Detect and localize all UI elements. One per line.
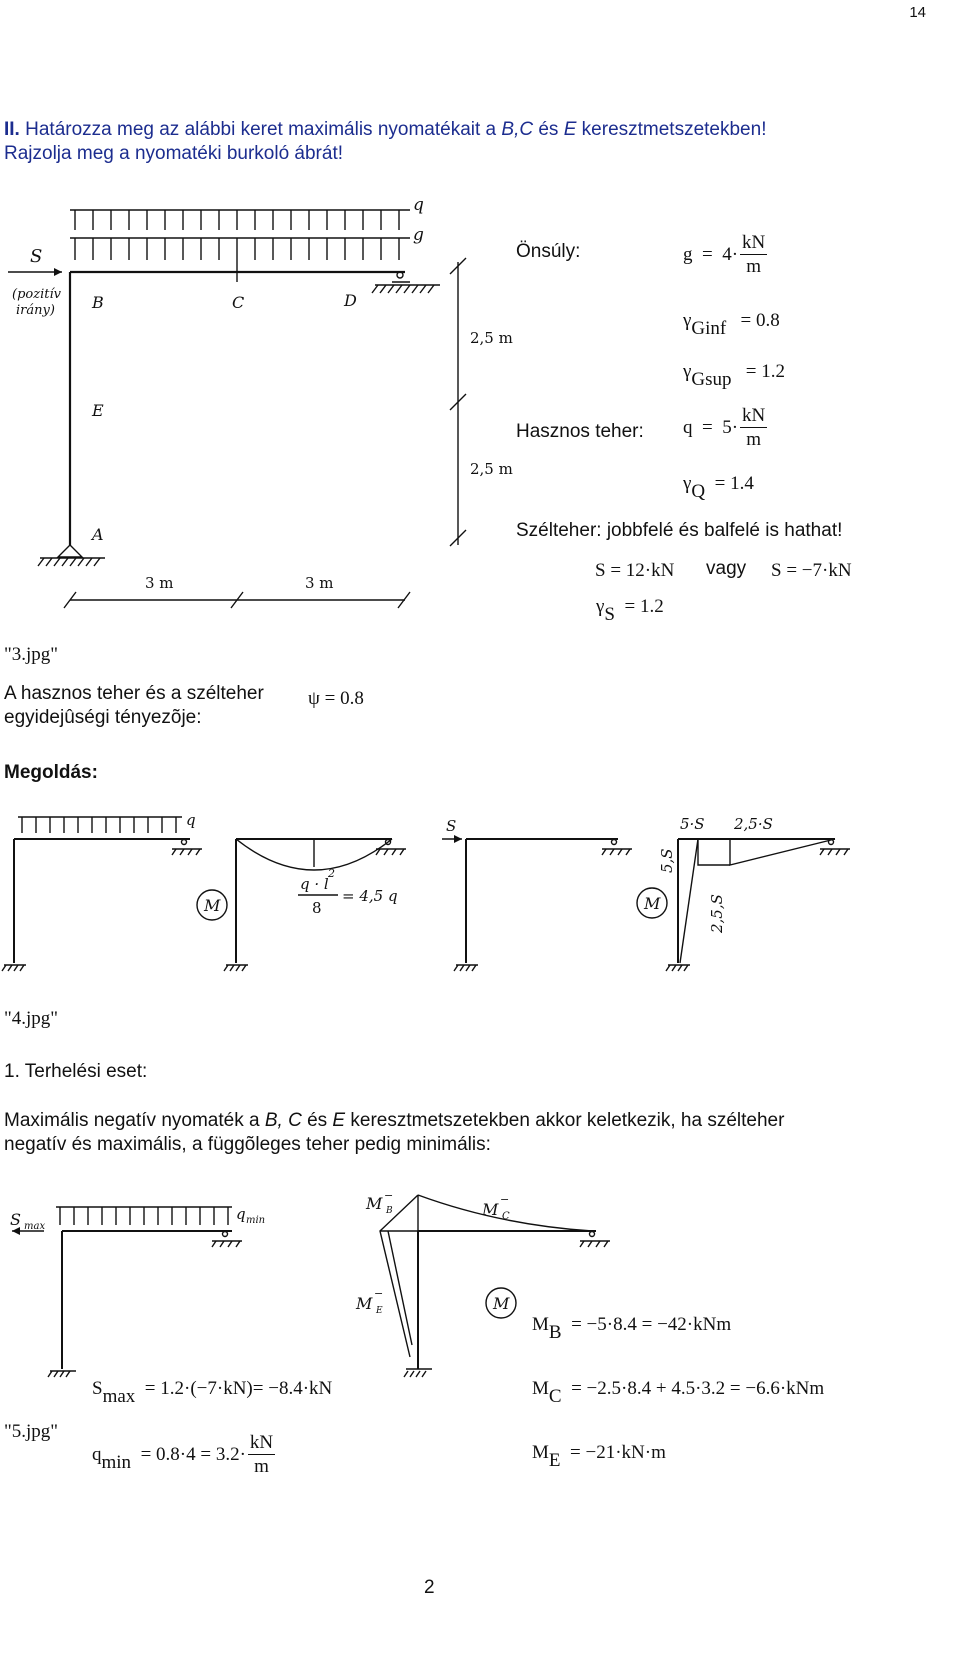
g-lhs: g bbox=[683, 243, 693, 265]
task-text-c: és bbox=[533, 119, 564, 140]
ginf-eq: = bbox=[740, 310, 752, 331]
fig4-25S-vertical: 2,5,S bbox=[708, 894, 726, 933]
wind-text: Szélteher: jobbfelé és balfelé is hathat! bbox=[516, 520, 843, 541]
gamma-gsup: γ bbox=[683, 361, 692, 382]
fig5-mc-minus: − bbox=[500, 1193, 510, 1206]
fig4-M2: M bbox=[644, 894, 661, 913]
task-text-a: Határozza meg az alábbi keret maximális nyomatékait a bbox=[25, 119, 502, 140]
fig4-5S: 5·S bbox=[680, 815, 705, 833]
task-text-d: E bbox=[563, 119, 577, 140]
label-C: C bbox=[232, 293, 245, 312]
para-t3: és bbox=[301, 1110, 333, 1131]
me-sub: E bbox=[548, 1450, 561, 1471]
g-unit-den: m bbox=[746, 256, 762, 277]
fig4-25S: 2,5·S bbox=[734, 815, 773, 833]
fig5-mc-sub: C bbox=[502, 1211, 510, 1222]
psi-formula: ψ = 0.8 bbox=[308, 688, 364, 709]
me-lhs: M bbox=[532, 1442, 549, 1463]
mc-sub: C bbox=[548, 1386, 562, 1407]
smax-sub: max bbox=[102, 1386, 136, 1407]
smax-rhs: = 1.2·(−7·kN)= −8.4·kN bbox=[144, 1378, 333, 1399]
result-smax bbox=[92, 1378, 333, 1407]
vagy: vagy bbox=[706, 558, 747, 579]
fig5-smax-sub: max bbox=[24, 1221, 46, 1232]
fig5-mc: M bbox=[482, 1200, 499, 1219]
figure-5 bbox=[0, 1185, 960, 1385]
fig5-mb: M bbox=[366, 1194, 383, 1213]
mc-rhs: = −2.5·8.4 + 4.5·3.2 = −6.6·kNm bbox=[571, 1378, 825, 1399]
gs-val: 1.2 bbox=[639, 596, 664, 617]
para-t4: E bbox=[332, 1110, 346, 1131]
page-number-top: 14 bbox=[909, 4, 926, 21]
g-val: 4· bbox=[722, 243, 739, 265]
g-unit-num: kN bbox=[742, 232, 766, 253]
caption-5: "5.jpg" bbox=[4, 1421, 59, 1442]
qmin-lhs: q bbox=[92, 1443, 102, 1465]
dim-h1: 3 m bbox=[145, 574, 174, 592]
task-label: II. bbox=[4, 119, 20, 140]
label-g: g bbox=[413, 225, 424, 245]
dim-v2: 2,5 m bbox=[470, 460, 513, 478]
gamma-q: γ bbox=[683, 473, 692, 494]
gs-sub: S bbox=[604, 604, 615, 625]
fig4-ql2: q · l bbox=[300, 875, 329, 893]
label-pos-dir-2: irány) bbox=[16, 303, 55, 318]
label-A: A bbox=[92, 525, 104, 544]
qmin-unit-num: kN bbox=[249, 1432, 274, 1453]
onsuly-label: Önsúly: bbox=[516, 241, 581, 262]
qmin-unit-den: m bbox=[254, 1456, 269, 1477]
result-mb bbox=[532, 1314, 732, 1343]
q-eq: = bbox=[702, 416, 713, 438]
q-unit-num: kN bbox=[742, 405, 766, 426]
hasznos-label: Hasznos teher: bbox=[516, 421, 644, 442]
ginf-val: 0.8 bbox=[755, 310, 780, 331]
mb-lhs: M bbox=[532, 1314, 549, 1335]
gs-formula bbox=[596, 596, 664, 625]
qmin-sub: min bbox=[101, 1451, 132, 1473]
g-formula bbox=[683, 232, 767, 279]
label-E: E bbox=[92, 401, 104, 420]
fig5-qmin-sub: min bbox=[246, 1215, 266, 1226]
gq-eq: = bbox=[714, 473, 726, 494]
gsup-formula bbox=[683, 361, 785, 390]
gamma-ginf: γ bbox=[683, 310, 692, 331]
q-load-arrows bbox=[75, 210, 399, 230]
smax-lhs: S bbox=[92, 1378, 103, 1399]
mc-lhs: M bbox=[532, 1378, 549, 1399]
fig4-q: q bbox=[186, 811, 196, 829]
fig5-me-sub: E bbox=[376, 1306, 383, 1316]
task-statement bbox=[4, 119, 766, 141]
frame-figure bbox=[0, 190, 513, 640]
q-val: 5· bbox=[722, 416, 739, 438]
fig5-mb-sub: B bbox=[386, 1206, 393, 1216]
fig4-eight: 8 bbox=[312, 899, 322, 917]
caption-4: "4.jpg" bbox=[4, 1008, 59, 1029]
q-formula bbox=[683, 405, 767, 452]
mb-rhs: = −5·8.4 = −42·kNm bbox=[571, 1314, 732, 1335]
label-q: q bbox=[413, 195, 424, 215]
mb-sub: B bbox=[548, 1322, 562, 1343]
para-line2: negatív és maximális, a függõleges teher pedig minimális: bbox=[4, 1134, 491, 1155]
label-pos-dir-1: (pozitív bbox=[12, 287, 61, 302]
q-unit-den: m bbox=[746, 429, 762, 450]
fig5-me: M bbox=[356, 1294, 373, 1313]
gq-formula bbox=[683, 473, 754, 502]
gamma-s: γ bbox=[596, 596, 605, 617]
fig5-me-minus: − bbox=[374, 1287, 384, 1300]
label-D: D bbox=[344, 291, 357, 310]
fig4-M1: M bbox=[204, 896, 221, 915]
fig5-mb-minus: − bbox=[384, 1189, 394, 1202]
result-qmin bbox=[92, 1432, 275, 1479]
psi-line1: A hasznos teher és a szélteher bbox=[4, 683, 264, 704]
gsup-val: 1.2 bbox=[761, 361, 785, 382]
para-line1 bbox=[4, 1110, 784, 1132]
para-t1: Maximális negatív nyomaték a bbox=[4, 1110, 265, 1131]
para-t2: B, C bbox=[264, 1110, 302, 1131]
gq-val: 1.4 bbox=[730, 473, 754, 494]
ginf-formula bbox=[683, 310, 780, 339]
gsup-eq: = bbox=[745, 361, 757, 382]
gs-eq: = bbox=[624, 596, 636, 617]
label-B: B bbox=[92, 293, 104, 312]
dim-v1: 2,5 m bbox=[470, 329, 513, 347]
fig4-S: S bbox=[446, 817, 457, 835]
case1-heading: 1. Terhelési eset: bbox=[4, 1061, 148, 1082]
task-text-b: B,C bbox=[501, 119, 534, 140]
result-me bbox=[532, 1442, 666, 1471]
figure-4 bbox=[0, 805, 960, 985]
task-text-e: keresztmetszetekben! bbox=[576, 119, 767, 140]
psi-line2: egyidejûségi tényezõje: bbox=[4, 707, 202, 728]
qmin-rhs: = 0.8·4 = 3.2· bbox=[140, 1443, 246, 1465]
fig4-5S-vertical: 5,S bbox=[658, 848, 676, 873]
fig4-rhs: = 4,5 q bbox=[342, 887, 398, 905]
me-rhs: = −21·kN·m bbox=[570, 1442, 666, 1463]
gsup-sub: Gsup bbox=[691, 369, 732, 390]
gq-sub: Q bbox=[691, 481, 706, 502]
s2-formula: S = −7·kN bbox=[771, 560, 852, 581]
g-eq: = bbox=[702, 243, 713, 265]
dim-h2: 3 m bbox=[305, 574, 334, 592]
para-t5: keresztmetszetekben akkor keletkezik, ha szélteher bbox=[345, 1110, 785, 1131]
caption-3: "3.jpg" bbox=[4, 644, 59, 665]
task-line2: Rajzolja meg a nyomatéki burkoló ábrát! bbox=[4, 143, 344, 164]
page-number-bottom: 2 bbox=[424, 1577, 435, 1598]
fig4-sq: 2 bbox=[328, 867, 335, 880]
fig5-M: M bbox=[493, 1294, 510, 1313]
megoldas-heading: Megoldás: bbox=[4, 762, 98, 783]
label-S: S bbox=[30, 246, 43, 267]
fig5-smax: S bbox=[10, 1210, 21, 1229]
fig5-qmin: q bbox=[236, 1205, 246, 1223]
result-mc bbox=[532, 1378, 825, 1407]
ginf-sub: Ginf bbox=[691, 318, 727, 339]
q-lhs: q bbox=[683, 416, 693, 438]
s1-formula: S = 12·kN bbox=[595, 560, 675, 581]
